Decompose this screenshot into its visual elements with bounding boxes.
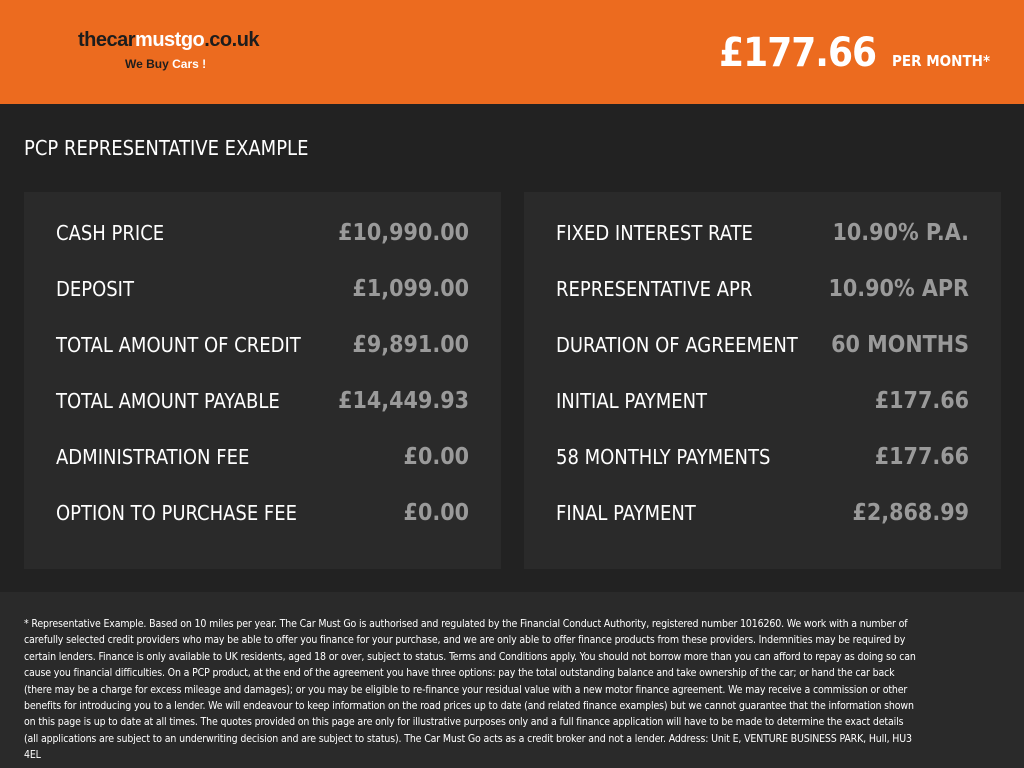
- finance-panel-left: [24, 192, 501, 569]
- per-month-label: PER MONTH*: [892, 52, 990, 70]
- logo-tagline: [125, 57, 278, 71]
- finance-row-value: £0.00: [403, 500, 469, 526]
- finance-row-label: TOTAL AMOUNT OF CREDIT: [56, 333, 301, 357]
- finance-row-value: £2,868.99: [852, 500, 969, 526]
- finance-row-value: £1,099.00: [352, 276, 469, 302]
- finance-row-label: 58 MONTHLY PAYMENTS: [556, 445, 771, 469]
- finance-row-value: £10,990.00: [338, 220, 469, 246]
- finance-row: [556, 332, 969, 388]
- finance-row-value: £14,449.93: [338, 388, 469, 414]
- section-title: PCP REPRESENTATIVE EXAMPLE: [24, 136, 309, 160]
- monthly-price: [719, 30, 990, 76]
- finance-row-label: REPRESENTATIVE APR: [556, 277, 753, 301]
- logo-wordmark: [78, 28, 278, 52]
- finance-row-label: DEPOSIT: [56, 277, 134, 301]
- finance-row-label: CASH PRICE: [56, 221, 165, 245]
- finance-row-value: 10.90% P.A.: [832, 220, 969, 246]
- logo-part-2: mustgo: [135, 29, 205, 51]
- finance-row-label: FINAL PAYMENT: [556, 501, 696, 525]
- finance-row-label: INITIAL PAYMENT: [556, 389, 708, 413]
- finance-row: [556, 444, 969, 500]
- finance-row: [556, 388, 969, 444]
- monthly-price-amount: £177.66: [719, 30, 877, 76]
- finance-row: [56, 500, 469, 556]
- finance-row-value: £9,891.00: [352, 332, 469, 358]
- finance-row: [556, 500, 969, 556]
- logo-part-1: thecar: [78, 29, 136, 51]
- header-banner: [0, 0, 1024, 104]
- finance-row: [56, 332, 469, 388]
- finance-row: [56, 220, 469, 276]
- finance-row-label: DURATION OF AGREEMENT: [556, 333, 798, 357]
- disclaimer-section: [0, 592, 1024, 768]
- finance-panel-right: [524, 192, 1001, 569]
- finance-row: [56, 276, 469, 332]
- tagline-part-2: Cars !: [168, 57, 207, 71]
- finance-row-value: £177.66: [874, 444, 969, 470]
- finance-row-value: 10.90% APR: [828, 276, 969, 302]
- finance-row-value: £0.00: [403, 444, 469, 470]
- finance-row-label: TOTAL AMOUNT PAYABLE: [56, 389, 280, 413]
- finance-row: [56, 444, 469, 500]
- finance-row-value: 60 MONTHS: [831, 332, 969, 358]
- finance-row: [56, 388, 469, 444]
- disclaimer-text: * Representative Example. Based on 10 miles per year. The Car Must Go is authorised and regulated by the Financial Conduct Authority, registered number 1016260. We work with a number of carefully selected credit providers who may be able to offer you finance for your purchase, and we are only able to offer finance products from these providers. Indemnities may be required by certain lenders. Finance is only available to UK residents, aged 18 or over, subject to status. Terms and Conditions apply. You should not borrow more than you can afford to repay as doing so can cause you financial difficulties. On a PCP product, at the end of the agreement you have three options: pay the total outstanding balance and take ownership of the car; or hand the car back (there may be a charge for excess mileage and damages); or you may be eligible to re-finance your residual value with a new motor finance agreement. We may receive a commission or other benefits for introducing you to a lender. We will endeavour to keep information on the road prices up to date (and related finance examples) but we cannot guarantee that the information shown on this page is up to date at all times. The quotes provided on this page are only for illustrative purposes only and a full finance application will have to be made to determine the exact details (all applications are subject to an underwriting decision and are subject to status). The Car Must Go acts as a credit broker and not a lender. Address: Unit E, VENTURE BUSINESS PARK, Hull, HU3 4EL: [24, 618, 916, 762]
- finance-row: [556, 276, 969, 332]
- logo[interactable]: [78, 28, 278, 71]
- finance-row-label: OPTION TO PURCHASE FEE: [56, 501, 298, 525]
- logo-part-3: .co.uk: [204, 29, 260, 51]
- finance-row-label: FIXED INTEREST RATE: [556, 221, 753, 245]
- finance-row-value: £177.66: [874, 388, 969, 414]
- finance-row: [556, 220, 969, 276]
- tagline-part-1: We Buy: [125, 57, 169, 71]
- finance-row-label: ADMINISTRATION FEE: [56, 445, 250, 469]
